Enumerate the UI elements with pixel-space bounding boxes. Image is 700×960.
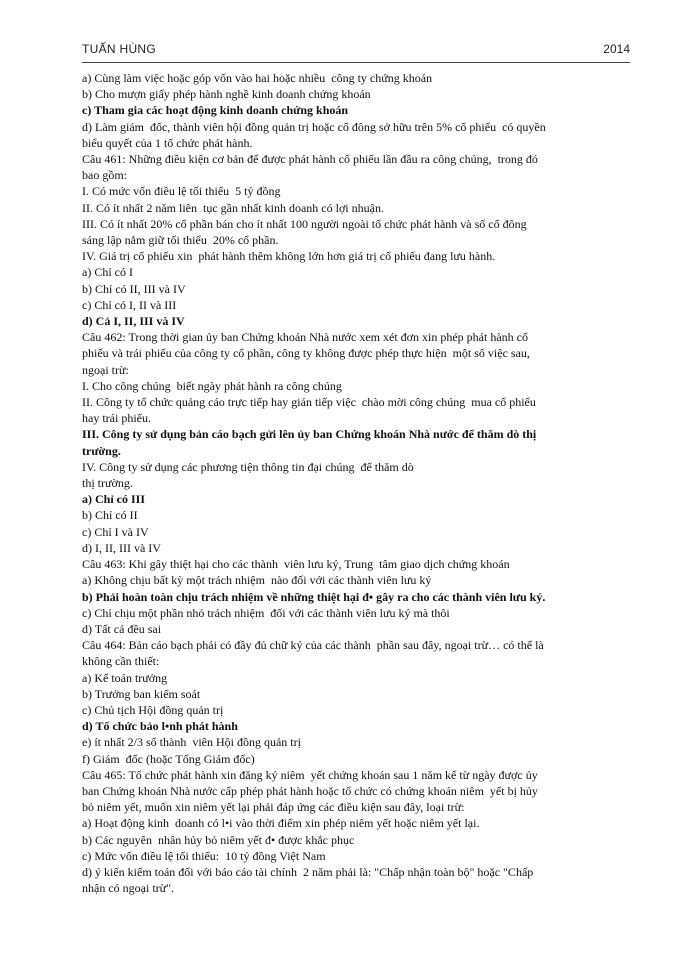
text-line: hay trái phiếu.	[82, 411, 151, 426]
text-line: d) I, II, III và IV	[82, 540, 161, 555]
answer-line: III. Công ty sử dụng bản cáo bạch gửi lên ủy ban Chứng khoán Nhà nước để thăm dò thị	[82, 427, 537, 442]
text-line: I. Có mức vốn điều lệ tối thiểu 5 tỷ đồng	[82, 184, 281, 199]
text-line: b) Cho mượn giấy phép hành nghề kinh doanh chứng khoán	[82, 87, 371, 102]
text-line: a) Kế toán trưởng	[82, 670, 168, 685]
document-body	[82, 70, 634, 896]
answer-line: a) Chỉ có III	[82, 492, 146, 507]
text-line: a) Cùng làm việc hoặc góp vốn vào hai hoặc nhiều công ty chứng khoán	[82, 71, 433, 85]
text-line: Câu 461: Những điều kiện cơ bản để được phát hành cổ phiếu lần đầu ra công chúng, trong đó	[82, 152, 538, 167]
text-line: IV. Giá trị cổ phiếu xin phát hành thêm không lớn hơn giá trị cổ phiếu đang lưu hành.	[82, 249, 496, 264]
text-line: c) Chỉ có I, II và III	[82, 297, 177, 312]
text-line: IV. Công ty sử dụng các phương tiện thông tin đại chúng để thăm dò	[82, 459, 414, 474]
text-line: b) Các nguyên nhân hủy bỏ niêm yết đ• được khắc phục	[82, 832, 355, 847]
text-line: bỏ niêm yết, muốn xin niêm yết lại phải đáp ứng các điều kiện sau đây, loại trừ:	[82, 800, 465, 815]
text-line: Câu 462: Trong thời gian ủy ban Chứng khoán Nhà nước xem xét đơn xin phép phát hành cổ	[82, 330, 528, 345]
text-line: bao gồm:	[82, 168, 127, 183]
text-line: nhận có ngoại trừ".	[82, 881, 175, 896]
answer-line: trường.	[82, 443, 121, 458]
answer-line: d) Cả I, II, III và IV	[82, 314, 185, 329]
text-line: Câu 464: Bản cáo bạch phải có đầy đủ chữ ký của các thành phần sau đây, ngoại trừ… có thể là	[82, 638, 544, 653]
text-line: b) Chỉ có II, III và IV	[82, 281, 186, 296]
header-year: 2014	[603, 42, 630, 56]
header-author: TUẤN HÙNG	[82, 42, 157, 56]
answer-line: b) Phải hoàn toàn chịu trách nhiệm về những thiệt hại đ• gây ra cho các thành viên lưu ký.	[82, 589, 546, 604]
text-line: a) Hoạt động kinh doanh có l•i vào thời điểm xin phép niêm yết hoặc niêm yết lại.	[82, 816, 480, 831]
text-line: biểu quyết của 1 tổ chức phát hành.	[82, 135, 253, 150]
text-line: c) Chỉ I và IV	[82, 524, 149, 539]
text-line: I. Cho công chúng biết ngày phát hành ra công chúng	[82, 378, 342, 393]
text-line: ngoại trừ:	[82, 362, 129, 377]
text-line: e) ít nhất 2/3 số thành viên Hội đồng quản trị	[82, 735, 301, 750]
text-line: sáng lập nắm giữ tối thiểu 20% cổ phần.	[82, 233, 279, 248]
text-line: III. Có ít nhất 20% cổ phần bán cho ít nhất 100 người ngoài tổ chức phát hành và số cổ đông	[82, 216, 527, 231]
text-line: c) Chủ tịch Hội đồng quản trị	[82, 702, 224, 717]
text-line: Câu 463: Khi gây thiệt hại cho các thành viên lưu ký, Trung tâm giao dịch chứng khoán	[82, 557, 510, 572]
text-line: không cần thiết:	[82, 654, 160, 669]
text-line: d) Tất cả đều sai	[82, 621, 162, 636]
text-line: c) Chỉ chịu một phần nhỏ trách nhiệm đối với các thành viên lưu ký mà thôi	[82, 605, 450, 620]
text-line: Câu 465: Tổ chức phát hành xin đăng ký niêm yết chứng khoán sau 1 năm kể từ ngày được ủy	[82, 767, 538, 782]
text-line: b) Chỉ có II	[82, 508, 138, 523]
text-line: c) Mức vốn điều lệ tối thiểu: 10 tỷ đồng Việt Nam	[82, 848, 326, 863]
text-line: II. Có ít nhất 2 năm liên tục gần nhất kinh doanh có lợi nhuận.	[82, 200, 384, 215]
text-line: b) Trưởng ban kiểm soát	[82, 686, 201, 701]
answer-line: c) Tham gia các hoạt động kinh doanh chứng khoán	[82, 103, 349, 118]
answer-line: d) Tổ chức bảo l•nh phát hành	[82, 719, 238, 734]
text-line: II. Công ty tổ chức quảng cáo trực tiếp hay gián tiếp việc chào mời công chúng mua cổ phiếu	[82, 395, 536, 410]
text-line: ban Chứng khoán Nhà nước cấp phép phát hành hoặc tổ chức có chứng khoán niêm yết bị hủy	[82, 783, 538, 798]
text-line: a) Không chịu bất kỳ một trách nhiệm nào đối với các thành viên lưu ký	[82, 573, 432, 588]
text-line: a) Chỉ có I	[82, 265, 133, 280]
text-line: thị trường.	[82, 476, 133, 491]
text-line: d) ý kiến kiểm toán đối với báo cáo tài chính 2 năm phải là: "Chấp nhận toàn bộ" hoặc "Chấp	[82, 864, 534, 879]
text-line: d) Làm giám đốc, thành viên hội đồng quản trị hoặc cổ đông sở hữu trên 5% cổ phiếu có quyền	[82, 119, 546, 134]
text-line: f) Giám đốc (hoặc Tổng Giám đốc)	[82, 751, 255, 766]
header-rule	[82, 62, 630, 63]
text-line: phiếu và trái phiếu của công ty cổ phần, công ty không được phép thực hiện một số việc sau,	[82, 346, 530, 361]
